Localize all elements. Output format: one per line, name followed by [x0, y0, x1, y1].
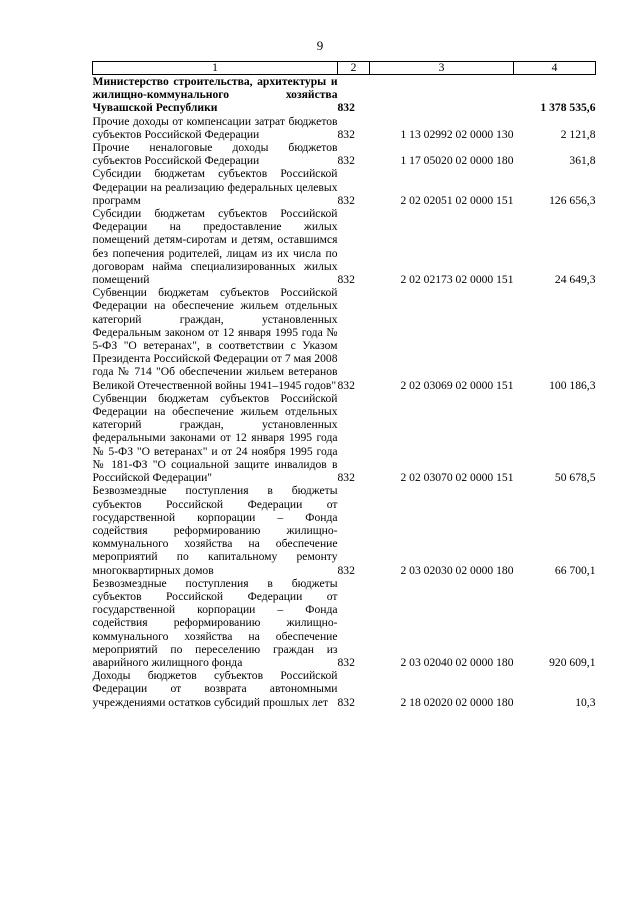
row-name-cell: Министерство строительства, архитектуры и жилищно-коммунального хозяйства Чувашской Республики — [92, 75, 338, 115]
row-admin-code-cell: 832 — [337, 695, 355, 709]
row-admin-code-cell: 832 — [337, 154, 355, 168]
row-revenue-code-cell: 1 17 05020 02 0000 180 — [400, 154, 514, 168]
table-row — [93, 577, 596, 669]
table-row — [93, 141, 596, 167]
revenue-table — [92, 61, 596, 709]
row-name-cell: Субвенции бюджетам субъектов Российской Федерации на обеспечение жильем отдельных категорий граждан, установленных Федеральным законом от 12 января 1995 года № 5-ФЗ "О ветеранах", в соответствии с Указом Президента Российской Федерации от 7 мая 2008 года № 714 "Об обеспечении жильем ветеранов Великой Отечественной войны 1941–1945 годов" — [92, 286, 338, 392]
row-amount-cell: 126 656,3 — [549, 193, 596, 207]
row-revenue-code-cell — [370, 75, 514, 115]
table-row — [93, 75, 596, 115]
row-name-cell: Субсидии бюджетам субъектов Российской Федерации на предоставление жилых помещений детям-сиротам и детям, оставшимся без попечения родителей, лицам из их числа по договорам найма специализированных жилых помещений — [92, 207, 338, 287]
row-amount-cell: 100 186,3 — [549, 378, 596, 392]
page-number: 9 — [316, 38, 324, 53]
column-header-2: 2 — [338, 62, 370, 75]
row-admin-code-cell: 832 — [337, 193, 355, 207]
row-revenue-code-cell: 2 02 03069 02 0000 151 — [400, 378, 514, 392]
column-header-1: 1 — [93, 62, 338, 75]
row-revenue-code-cell: 2 03 02040 02 0000 180 — [400, 655, 514, 669]
row-name-cell: Безвозмездные поступления в бюджеты субъектов Российской Федерации от государственной корпорации – Фонда содействия реформированию жилищно-коммунального хозяйства на обеспечение мероприятий по капитальному ремонту многоквартирных домов — [92, 484, 338, 577]
table-row — [93, 115, 596, 141]
row-amount-cell: 24 649,3 — [554, 273, 596, 287]
row-amount-cell: 50 678,5 — [554, 471, 596, 485]
row-name-cell: Субвенции бюджетам субъектов Российской Федерации на обеспечение жильем отдельных категорий граждан, установленных федеральными законами от 12 января 1995 года № 5-ФЗ "О ветеранах" и от 24 ноября 1995 года № 181-ФЗ "О социальной защите инвалидов в Российской Федерации" — [92, 391, 338, 485]
row-revenue-code-cell: 2 02 02051 02 0000 151 — [400, 193, 514, 207]
row-name-cell: Доходы бюджетов субъектов Российской Федерации от возврата автономными учреждениями остатков субсидий прошлых лет — [92, 669, 338, 709]
table-header-row — [93, 62, 596, 75]
table-row — [93, 286, 596, 392]
table-row — [93, 392, 596, 484]
table-row — [93, 207, 596, 286]
row-revenue-code-cell: 2 02 03070 02 0000 151 — [400, 471, 514, 485]
row-admin-code-cell: 832 — [337, 378, 355, 392]
row-amount-cell: 2 121,8 — [560, 127, 596, 141]
row-revenue-code-cell: 2 03 02030 02 0000 180 — [400, 563, 514, 577]
row-revenue-code-cell: 1 13 02992 02 0000 130 — [400, 127, 514, 141]
row-amount-cell: 66 700,1 — [554, 563, 596, 577]
row-admin-code-cell: 832 — [337, 471, 355, 485]
row-admin-code-cell: 832 — [337, 273, 355, 287]
row-amount-cell: 1 378 535,6 — [540, 101, 596, 115]
column-header-3: 3 — [370, 62, 514, 75]
table-row — [93, 669, 596, 709]
row-name-cell: Безвозмездные поступления в бюджеты субъектов Российской Федерации от государственной корпорации – Фонда содействия реформированию жилищно-коммунального хозяйства на обеспечение мероприятий по переселению граждан из аварийного жилищного фонда — [92, 576, 338, 669]
row-name-cell: Субсидии бюджетам субъектов Российской Федерации на реализацию федеральных целевых программ — [92, 167, 338, 207]
table-row — [93, 167, 596, 207]
column-header-4: 4 — [514, 62, 596, 75]
row-admin-code-cell: 832 — [337, 655, 355, 669]
table-body — [93, 75, 596, 709]
row-amount-cell: 10,3 — [575, 695, 596, 709]
table-row — [93, 484, 596, 576]
row-revenue-code-cell: 2 18 02020 02 0000 180 — [400, 695, 514, 709]
row-admin-code-cell: 832 — [337, 127, 355, 141]
row-name-cell: Прочие неналоговые доходы бюджетов субъектов Российской Федерации — [92, 141, 338, 168]
row-admin-code-cell: 832 — [337, 563, 355, 577]
row-name-cell: Прочие доходы от компенсации затрат бюджетов субъектов Российской Федерации — [92, 114, 338, 141]
row-amount-cell: 361,8 — [569, 154, 596, 168]
row-revenue-code-cell: 2 02 02173 02 0000 151 — [400, 273, 514, 287]
row-amount-cell: 920 609,1 — [549, 655, 596, 669]
row-admin-code-cell: 832 — [337, 101, 355, 115]
